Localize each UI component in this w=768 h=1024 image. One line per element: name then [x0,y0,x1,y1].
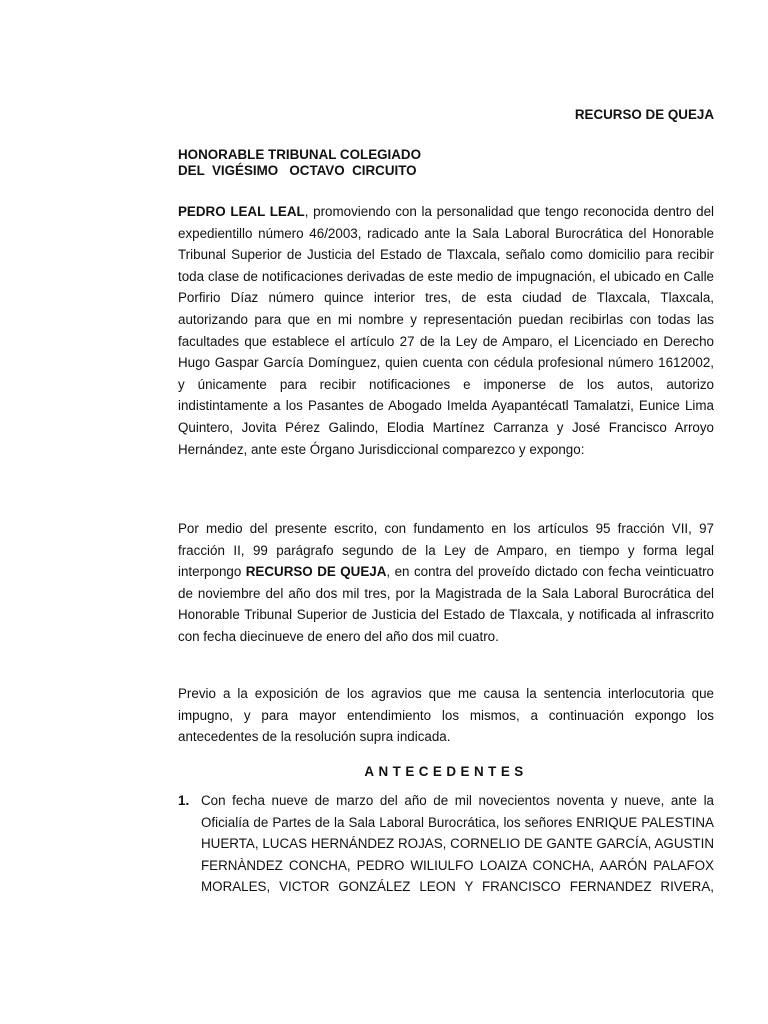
filing-text-after: , en contra del proveído dictado con fecha veinticuatro de noviembre del año dos mil tres, por la Magistrada de la Sala Laboral Burocrática del Honorable Tribunal Superior de Justicia del Estado de Tlaxcala, y notificada al infrascrito con fecha diecinueve de enero del año dos mil cuatro. [178,564,714,644]
petitioner-name: PEDRO LEAL LEAL [178,204,305,219]
addressee-line-1: HONORABLE TRIBUNAL COLEGIADO [178,147,422,162]
addressee-line-2: DEL VIGÉSIMO OCTAVO CIRCUITO [178,163,417,178]
antecedentes-list [178,790,714,898]
item-number: 1. [178,793,190,808]
filing-recurso-label: RECURSO DE QUEJA [245,564,387,580]
preface-paragraph: Previo a la exposición de los agravios que me causa la sentencia interlocutoria que impugno, y para mayor entendimiento los mismos, a continuación expongo los antecedentes de la resolución supra indicada. [178,686,714,745]
intro-text: , promoviendo con la personalidad que tengo reconocida dentro del expedientillo número 46/2003, radicado ante la Sala Laboral Burocrática del Honorable Tribunal Superior de Justicia del Estado de Tlaxcala, señalo como domicilio para recibir toda clase de notificaciones derivadas de este medio de impugnación, el ubicado en Calle Porfirio Díaz número quince interior tres, de esta ciudad de Tlaxcala, Tlaxcala, autorizando para que en mi nombre y representación puedan recibirlas con todas las facultades que establece el artículo 27 de la Ley de Amparo, el Licenciado en Derecho Hugo Gaspar García Domínguez, quien cuenta con cédula profesional número 1612002, y únicamente para recibir notificaciones e imponerse de los autos, autorizo indistintamente a los Pasantes de Abogado Imelda Ayapantécatl Tamalatzi, Eunice Lima Quintero, Jovita Pérez Galindo, Elodia Martínez Carranza y José Francisco Arroyo Hernández, ante este Órgano Jurisdiccional comparezco y expongo: [178,204,714,457]
filing-paragraph [178,518,714,648]
intro-paragraph [178,201,714,460]
addressee-block [178,147,421,179]
item-text: Con fecha nueve de marzo del año de mil novecientos noventa y nueve, ante la Oficialía de Partes de la Sala Laboral Burocrática, los señores ENRIQUE PALESTINA HUERTA, LUCAS HERNÁNDEZ ROJAS, CORNELIO DE GANTE GARCÍA, AGUSTIN FERNÀNDEZ CONCHA, PEDRO WILIULFO LOAIZA CONCHA, AARÓN PALAFOX MORALES, VICTOR GONZÁLEZ LEON Y FRANCISCO FERNANDEZ RIVERA, [201,793,714,895]
antecedentes-heading: ANTECEDENTES [364,764,528,779]
list-item [178,790,714,898]
document-title: RECURSO DE QUEJA [574,107,714,122]
filing-text-before: Por medio del presente escrito, con fundamento en los artículos 95 fracción VII, 97 fracción II, 99 parágrafo segundo de la Ley de Amparo, en tiempo y forma legal interpongo [178,521,714,580]
